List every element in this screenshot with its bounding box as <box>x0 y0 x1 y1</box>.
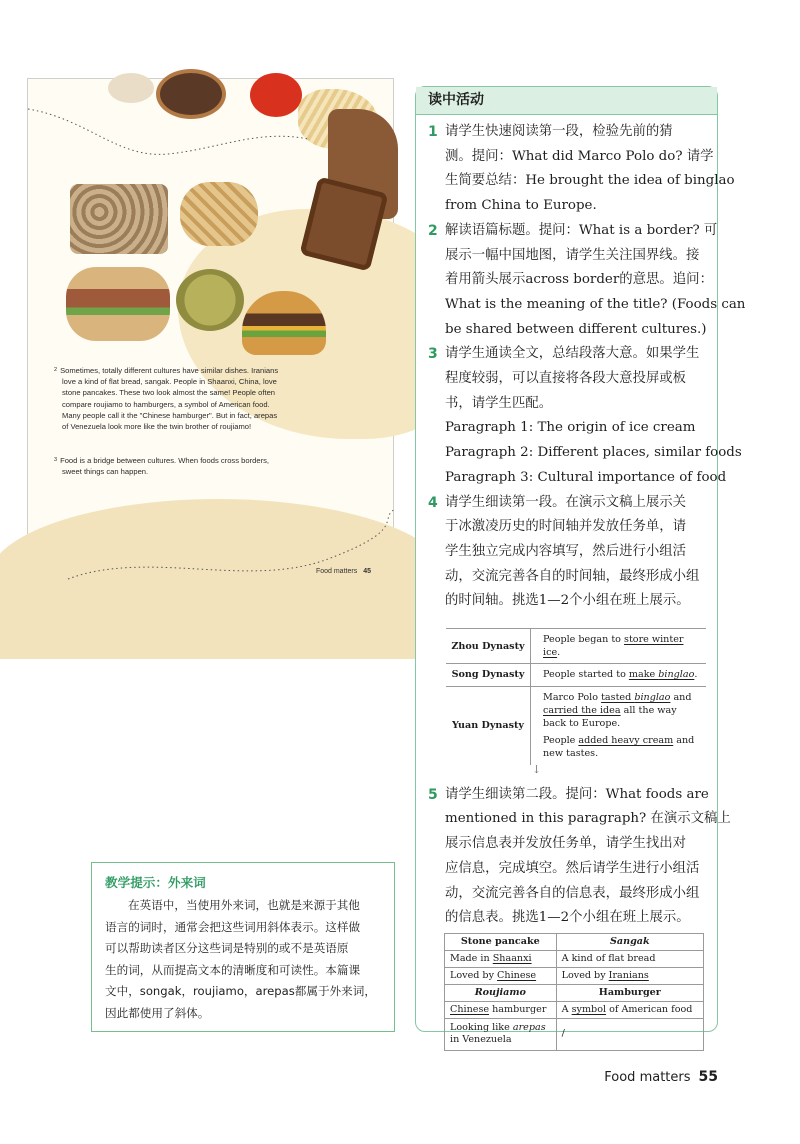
activity-title: 读中活动 <box>416 87 717 115</box>
footer-label: Food matters <box>604 1070 691 1085</box>
activity-step-3: 3 请学生通读全文，总结段落大意。如果学生 程度较弱，可以直接将各段大意投屏或板 书，请学生匹配。 Paragraph 1: The origin of ice cream Paragraph 2: Different places, similar foods Paragraph 3: Cultural importance of food <box>416 342 717 490</box>
activity-step-5: 5 请学生细读第二段。提问：What foods are mentioned in this paragraph? 在演示文稿上 展示信息表并发放任务单，请学生找出对 应信息，完成填空。然后请学生进行小组活 动，交流完善各自的信息表，最终形成小组 的信息表。挑选1—2个小组在班上展示。 <box>416 783 717 931</box>
activity-step-4: 4 请学生细读第一段。在演示文稿上展示关 于冰激凌历史的时间轴并发放任务单，请 学生独立完成内容填写，然后进行小组活 动，交流完善各自的时间轴，最终形成小组 的时间轴。挑选1—2个小组在班上展示。 <box>416 491 717 615</box>
teaching-tip-box <box>91 862 395 1032</box>
page-number: 55 <box>698 1069 718 1085</box>
arrow-down-icon: ↓ <box>532 762 542 776</box>
textbook-paragraph-3: $^3$ Food is a bridge between cultures. When foods cross borders, sweet things can happen. <box>54 456 269 477</box>
table-row: Zhou Dynasty People began to store winter ice. <box>446 628 706 663</box>
foods-info-table <box>444 933 704 1051</box>
page-footer <box>604 1069 718 1085</box>
step-number: 3 <box>428 346 438 363</box>
activity-step-1: 1 请学生快速阅读第一段，检验先前的猜 测。提问：What did Marco Polo do? 请学 生简要总结：He brought the idea of binglao from China to Europe. <box>416 120 717 219</box>
paragraph-number: 3 <box>54 457 58 463</box>
textbook-footer: Food matters 45 <box>315 568 371 575</box>
textbook-paragraph-2: $^2$ Sometimes, totally different cultures have similar dishes. Iranians love a kind of flat bread, sangak. People in Shaanxi, China, love stone pancakes. These two look almost the same! People often compare roujiamo to hamburgers, a symbol of American food. Many people call it the "Chinese hamburger". But in fact, arepas of Venezuela look more like the twin brother of roujiamo! <box>54 366 279 432</box>
tip-body: 在英语中，当使用外来词，也就是来源于其他 语言的词时，通常会把这些词用斜体表示。这样做 可以帮助读者区分这些词是特别的或不是英语原 生的词，从而提高文本的清晰度和可读性。本篇课 文中，songak，roujiamo，arepas都属于外来词， 因此都使用了斜体。 <box>105 898 376 1020</box>
table-row: Looking like arepas in Venezuela / <box>445 1018 704 1050</box>
table-row: Loved by Chinese Loved by Iranians <box>445 967 704 984</box>
dotted-decoration-line <box>28 79 395 595</box>
step-number: 5 <box>428 786 438 803</box>
activity-step-2: 2 解读语篇标题。提问：What is a border? 可 展示一幅中国地图，请学生关注国界线。接 着用箭头展示across border的意思。追问： What is the meaning of the title? (Foods can be shared between different cultures.) <box>416 219 717 343</box>
table-row: Stone pancake Sangak <box>445 933 704 950</box>
reading-activities-box <box>415 86 746 1046</box>
step-number: 1 <box>428 124 438 140</box>
step-number: 2 <box>428 222 438 239</box>
ice-cream-timeline-table <box>446 628 706 776</box>
table-row: Song Dynasty People started to make binglao. <box>446 663 706 685</box>
tip-title: 教学提示：外来词 <box>105 875 206 890</box>
table-row: Chinese hamburger A symbol of American food <box>445 1001 704 1018</box>
table-row: Made in Shaanxi A kind of flat bread <box>445 950 704 967</box>
step-number: 4 <box>428 494 438 511</box>
table-row: Yuan Dynasty Marco Polo tasted binglao and carried the idea all the way back to Europe. People added heavy cream and new tastes. <box>446 686 706 765</box>
table-row: Roujiamo Hamburger <box>445 984 704 1001</box>
paragraph-number: 2 <box>54 367 58 373</box>
textbook-page-image <box>27 78 394 594</box>
